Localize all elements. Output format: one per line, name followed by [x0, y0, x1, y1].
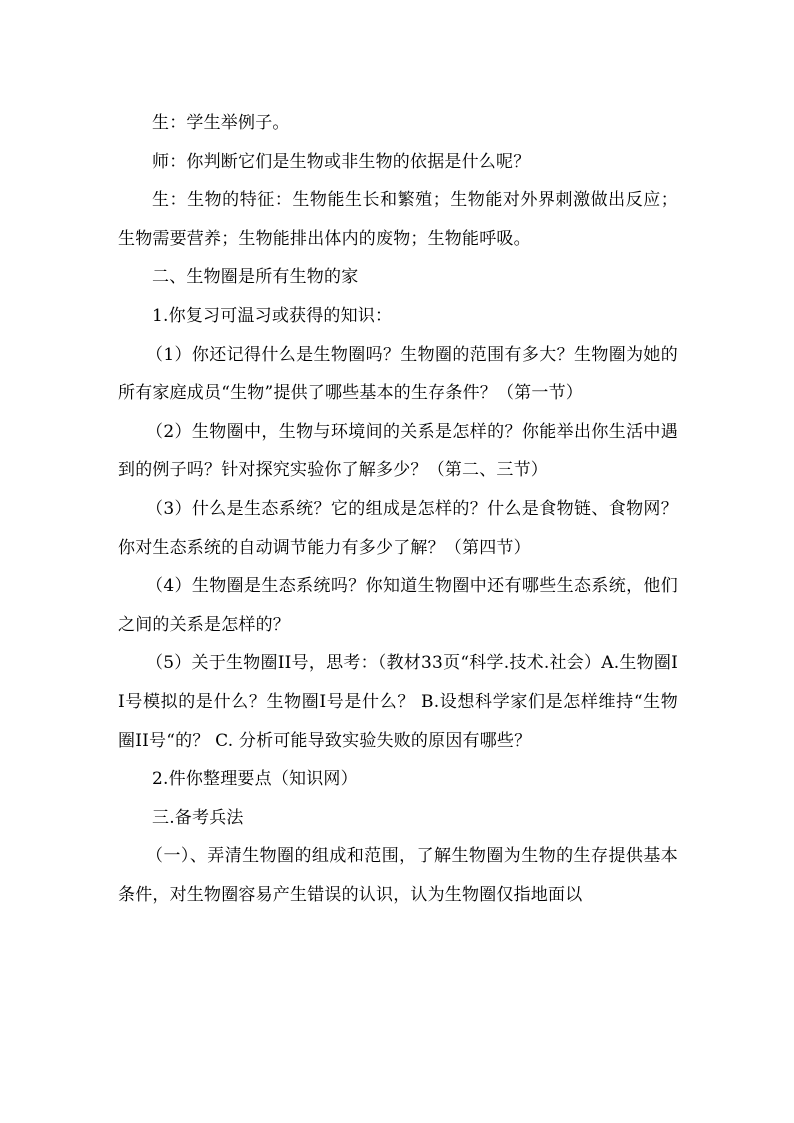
section-heading-exam-strategy: 三.备考兵法	[152, 807, 244, 828]
question-2: （2）生物圈中，生物与环境间的关系是怎样的？你能举出你生活中遇到的例子吗？针对探究实验你了解多少？（第二、三节）	[118, 421, 678, 481]
paragraph-life-features: 生：生物的特征：生物能生长和繁殖；生物能对外界刺激做出反应；生物需要营养；生物能排出体内的废物；生物能呼吸。	[118, 190, 678, 249]
question-1: （1）你还记得什么是生物圈吗？生物圈的范围有多大？生物圈为她的所有家庭成员“生物”提供了哪些基本的生存条件？（第一节）	[118, 344, 678, 404]
paragraph-biosphere-composition: （一）、弄清生物圈的组成和范围，了解生物圈为生物的生存提供基本条件，对生物圈容易产生错误的认识，认为生物圈仅指地面以	[118, 846, 678, 905]
question-4: （4）生物圈是生态系统吗？你知道生物圈中还有哪些生态系统，他们之间的关系是怎样的？	[118, 576, 678, 635]
paragraph-student-example: 生：学生举例子。	[152, 113, 290, 133]
document-body	[118, 104, 678, 914]
subheading-knowledge-network: 2.件你整理要点（知识网）	[152, 769, 358, 790]
question-5: （5）关于生物圈II号，思考：（教材33页“科学.技术.社会）A.生物圈II号模拟的是什么？生物圈I号是什么？ B.设想科学家们是怎样维持“生物圈II号“的？ C. 分析可能导致实验失败的原因有哪些？	[118, 653, 678, 751]
paragraph-teacher-question: 师：你判断它们是生物或非生物的依据是什么呢？	[152, 151, 531, 172]
subheading-review-knowledge: 1.你复习可温习或获得的知识：	[152, 305, 393, 326]
question-3: （3）什么是生态系统？它的组成是怎样的？什么是食物链、食物网？你对生态系统的自动调节能力有多少了解？（第四节）	[118, 498, 678, 558]
section-heading-biosphere: 二、生物圈是所有生物的家	[152, 267, 359, 288]
